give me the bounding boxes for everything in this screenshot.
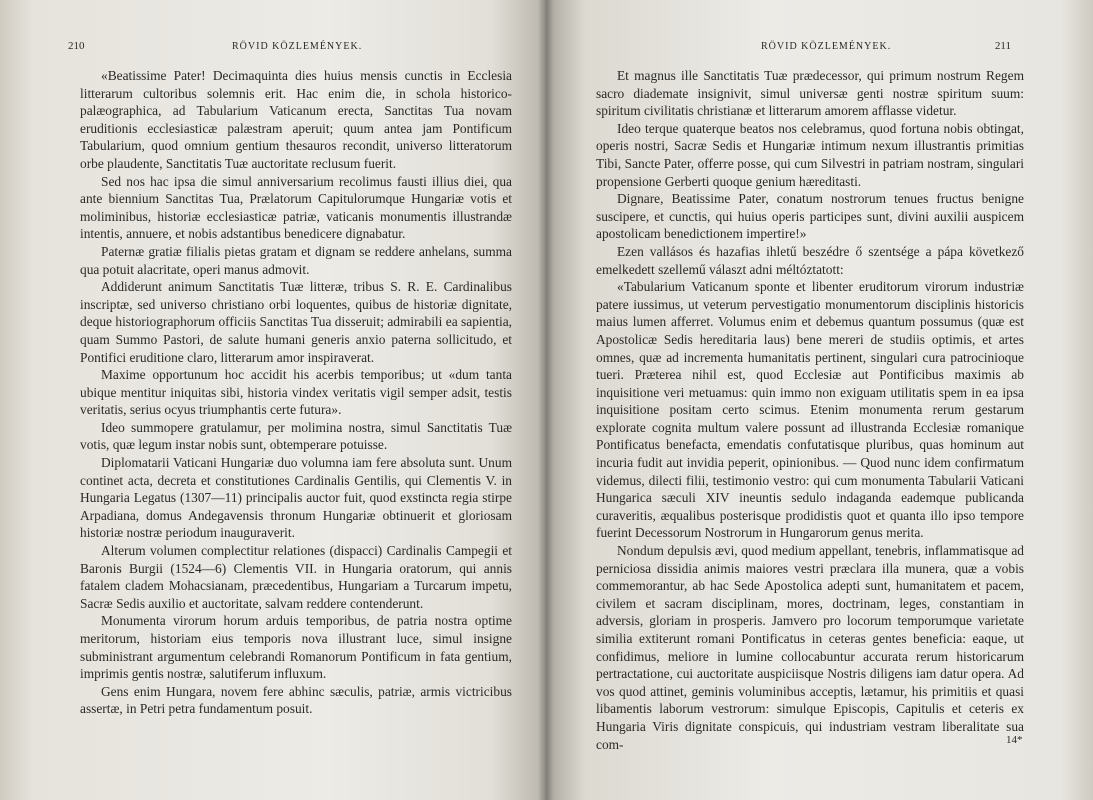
paragraph: Sed nos hac ipsa die simul anniversarium recolimus fausti illius diei, qua ante biennium Sanctitas Tua, Prælatorum Capitulorumque Hungariæ votis et moliminibus, historiæ ecclesiasticæ patriæ, vaticanis monumentis illustrandæ intentis, annuere, et nobis adstantibus benedicere dignabatur. — [80, 173, 512, 242]
paragraph: «Beatissime Pater! Decimaquinta dies huius mensis cunctis in Ecclesia litterarum cultoribus solemnis erit. Hac enim die, in schola historico-palæographica, ad Tabularium Vaticanum erecta, Sanctitas Tua novam eruditionis ecclesiasticæ palæstram aperuit; quum antea jam Pontificum Tabularium, quod omnium gentium thesauros recondit, universo litteratorum orbe plaudente, Sanctitatis Tuæ auctoritate reclusum fuerit. — [80, 68, 512, 171]
paragraph: Dignare, Beatissime Pater, conatum nostrorum tenues fructus benigne suscipere, et cunctis, qui huius operis participes sunt, divini auxilii auspicem apostolicam benedictionem impertire!» — [596, 191, 1024, 242]
page-number: 210 — [68, 40, 85, 52]
paragraph: Ideo summopere gratulamur, per molimina nostra, simul Sanctitatis Tuæ votis, quæ legum instar nobis sunt, obtemperare potuisse. — [80, 419, 512, 453]
paragraph: Gens enim Hungara, novem fere abhinc sæculis, patriæ, armis victricibus assertæ, in Petri petra fundamentum posuit. — [80, 683, 512, 717]
paragraph: Addiderunt animum Sanctitatis Tuæ litteræ, tribus S. R. E. Cardinalibus inscriptæ, sed universo christiano orbi loquentes, quibus de historiæ dignitate, deque historiographorum officiis Sanctitas Tua disseruit; admirabili ea sapientia, quam Summo Pastori, de salute humani generis anxio paterna sollicitudo, et Pontifici eruditione claro, litterarum amor inspiraverat. — [80, 279, 512, 365]
left-page — [0, 0, 546, 800]
paragraph: Maxime opportunum hoc accidit his acerbis temporibus; ut «dum tanta ubique mentitur iniquitas sibi, historia vindex veritatis vigil semper adsit, testis veritatis, serius ocyus triumphantis certe futura». — [80, 367, 512, 418]
paragraph: Monumenta virorum horum arduis temporibus, de patria nostra optime meritorum, historiam eius temporis nova illustrant luce, simul insigne subministrant argumentum celebrandi Romanorum Pontificum in fata gentium, imprimis gentis nostræ, salutiferum influxum. — [80, 613, 512, 682]
right-page-header — [546, 40, 1093, 56]
paragraph: «Tabularium Vaticanum sponte et libenter eruditorum virorum industriæ patere iussimus, ut veterum pervestigatio monumentorum disciplinis historicis maius lumen afferret. Volumus enim et debemus quantum possumus (quæ est Apostolicæ Sedis hereditaria laus) bene mereri de studiis optimis, et artes omnes, quæ ad incrementa humanitatis pertinent, singulari cura patrocinioque tueri. Præterea nihil est, quod Ecclesiæ aut Pontificibus maximis ab inquisitione veri metuamus: quin immo non exiguam utilitatis spem in ea ipsa inquisitione positam certo scimus. Etenim monumenta rerum gestarum explorate cognita multum valere possunt ad illustranda Ecclesiæ romanique Pontificatus benefacta, emendatis confutatisque pluribus, quas hominum aut incuria fudit aut invidia peperit, opinionibus. — Quod nunc idem confirmatum videmus, dilecti filii, testimonio vestro: qui cum monumenta Tabularii Vaticani Hungarica sæculi XIV ineuntis sedulo indaganda eademque publicanda curaveritis, æqualibus posterisque prodidistis quot et quanta illo ipso tempore fuerint Decessorum Nostrorum in Hungarorum genus merita. — [596, 279, 1024, 541]
paragraph: Alterum volumen complectitur relationes (dispacci) Cardinalis Campegii et Baronis Burgii (1524—6) Clementis VII. in Hungaria oratorum, qui annis fatalem cladem Mohacsianam, præcedentibus, Hungariam a Turcarum impetu, Sacræ Sedis auxilio et auctoritate, salvam reddere contenderunt. — [80, 543, 512, 611]
book-gutter — [538, 0, 554, 800]
page-number: 211 — [994, 40, 1011, 52]
right-page-body — [596, 67, 1024, 753]
paragraph: Paternæ gratiæ filialis pietas gratam et dignam se reddere anhelans, summa qua potuit alacritate, operi manus admovit. — [80, 243, 512, 277]
left-page-body — [80, 67, 512, 718]
paragraph: Diplomatarii Vaticani Hungariæ duo volumna iam fere absoluta sunt. Unum continet acta, decreta et constitutiones Cardinalis Gentilis, qui Clementis V. in Hungaria Legatus (1307—11) principalis auctor fuit, quod exstincta regia stirpe Arpadiana, domus Andegavensis thronum Hungariæ obtinuerit et gloriosam historiæ nostræ periodum inauguraverit. — [80, 455, 512, 541]
paragraph: Nondum depulsis ævi, quod medium appellant, tenebris, inflammatisque ad perniciosa dissidia animis maiores vestri præclara illa munera, quæ a vobis commemorantur, ab hac Sede Apostolica adepti sunt, humanitatem et pacem, civilem et sacram disciplinam, mores, doctrinam, leges, constantiam in adversis, gloriam in prosperis. Jamvero pro locorum temporumque varietate similia extiterunt romani Pontificatus in ceteras gentes beneficia: eaque, ut confidimus, meliore in lumine collocabuntur accurata rerum historicarum pertractatione, cui auctoritate auspiciisque Nostris diligens iam datur opera. Ad vos quod attinet, geminis voluminibus acceptis, lætamur, his primitiis et quasi libamentis laborum vestrorum: simulque Episcopis, Capitulis et ceteris ex Hungaria Viris dignitate conspicuis, qui industriam vestram liberalitate sua com- — [596, 543, 1024, 752]
paragraph: Et magnus ille Sanctitatis Tuæ prædecessor, qui primum nostrum Regem sacro diademate insignivit, simul universæ genti nostræ spiritum suum: spiritum civilitatis christianæ et litterarum amorem afflasse videtur. — [596, 68, 1024, 119]
paragraph: Ideo terque quaterque beatos nos celebramus, quod fortuna nobis obtingat, operis nostri, Sacræ Sedis et Hungariæ intimum nexum illustrantis primitias Tibi, Sancte Pater, offerre posse, qui cum Silvestri in patriam nostram, singulari propensione Gerberti quoque genium hæreditasti. — [596, 120, 1024, 189]
running-head: RÖVID KÖZLEMÉNYEK. — [232, 41, 363, 52]
right-page — [546, 0, 1093, 800]
signature-mark: 14* — [1006, 734, 1023, 746]
left-page-header — [0, 40, 546, 56]
running-head: RÖVID KÖZLEMÉNYEK. — [761, 41, 892, 52]
paragraph: Ezen vallásos és hazafias ihletű beszédre ő szentsége a pápa következő emelkedett szellemű választ adni méltóztatott: — [596, 243, 1024, 277]
